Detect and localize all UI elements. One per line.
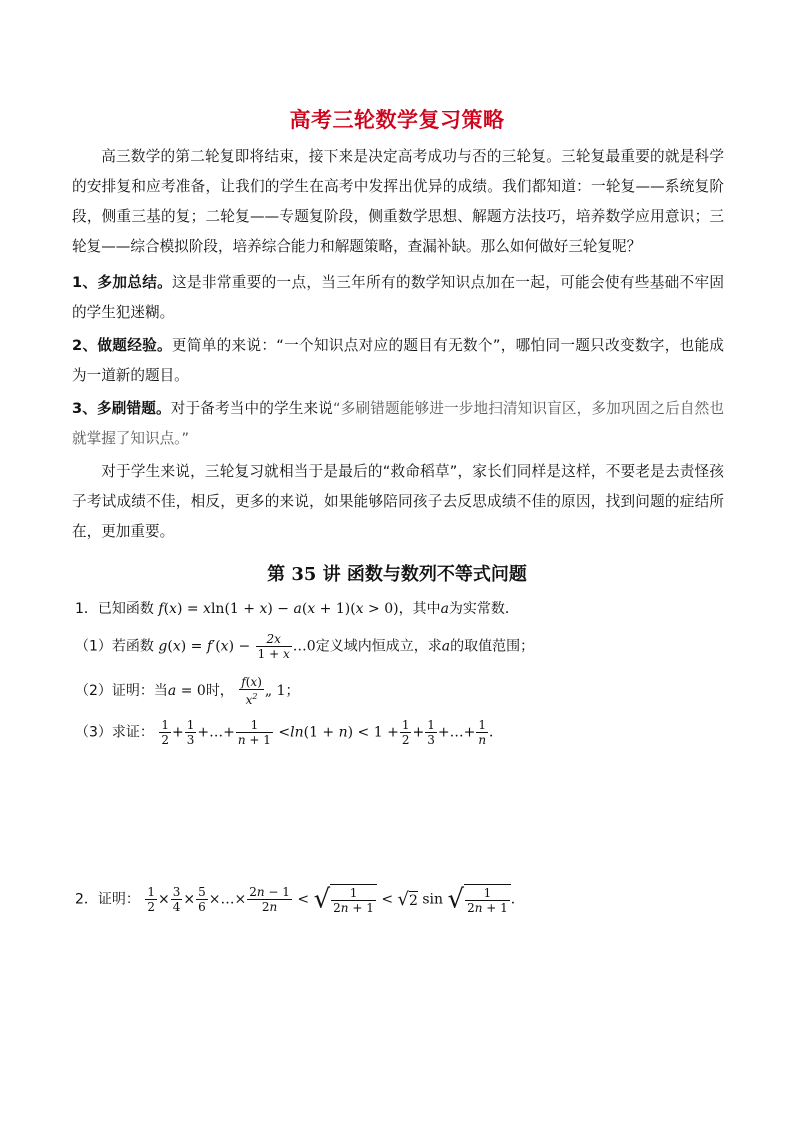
problem-1-part-2: （2）证明：当a = 0时， $\frac{f(x)}{x^2}$ „ 1；	[75, 675, 300, 707]
problem-1-label: 1．已知函数	[75, 601, 154, 617]
tip-3-heading: 3、多刷错题。	[72, 400, 171, 417]
problem-2-statement: 2．证明： $\frac{1}{2}$ × $\frac{3}{4}$ × $\frac{5}{6}$ ×…× $\frac{2n - 1}{2n}$ < √ $\frac{1}{2n + 1}$ < √2 sin √ $\frac{1}{2n + 1}$ ．	[75, 884, 525, 915]
closing-paragraph: 对于学生来说，三轮复习就相当于是最后的“救命稻草”，家长们同样是这样，不要老是去责怪孩子考试成绩不佳，相反，更多的来说，如果能够陪同孩子去反思成绩不佳的原因，找到问题的症结所在，更加重要。	[72, 463, 724, 540]
section-title: 第 35 讲 函数与数列不等式问题	[267, 564, 527, 585]
problem-2-label: 2．证明：	[75, 891, 140, 908]
problem-1-part-1: （1）若函数 g(x) = f′(x) − $\frac{2x}{1 + x}$ …0定义域内恒成立，求a的取值范围；	[75, 632, 535, 661]
tip-1	[72, 268, 724, 328]
tip-3-quote: “多刷错题能够进一步地扫清知识盲区，多加巩固之后自然也就掌握了知识点。”	[72, 400, 724, 447]
tip-3-body: 对于备考当中的学生来说	[170, 400, 334, 417]
tip-3	[72, 394, 724, 454]
problem-1-part-3: （3）求证： $\frac{1}{2}$ + $\frac{1}{3}$ +…+ $\frac{1}{n + 1}$ <ln(1 + n) < 1 + $\frac{1}{2}$ + $\frac{1}{3}$ +…+ $\frac{1}{n}$ ．	[75, 718, 504, 747]
tip-1-body: 这是非常重要的一点，当三年所有的数学知识点加在一起，可能会使有些基础不牢固的学生犯迷糊。	[72, 274, 724, 321]
tip-2-body: 更简单的来说：“一个知识点对应的题目有无数个”，哪怕同一题只改变数字，也能成为一道新的题目。	[72, 337, 725, 384]
intro-paragraph: 高三数学的第二轮复即将结束，接下来是决定高考成功与否的三轮复。三轮复最重要的就是科学的安排复和应考准备，让我们的学生在高考中发挥出优异的成绩。我们都知道：一轮复——系统复阶段，侧重三基的复；二轮复——专题复阶段，侧重数学思想、解题方法技巧，培养数学应用意识；三轮复——综合模拟阶段，培养综合能力和解题策略，查漏补缺。那么如何做好三轮复呢？	[72, 148, 724, 255]
document-title: 高考三轮数学复习策略	[289, 108, 505, 132]
problem-1-function: f(x) = xln(1 + x) − a(x + 1)(x > 0)	[158, 601, 399, 617]
problem-1-statement: 1．已知函数 f(x) = xln(1 + x) − a(x + 1)(x > 0)，其中a为实常数．	[75, 601, 519, 617]
tip-1-heading: 1、多加总结。	[72, 274, 173, 291]
tip-2	[72, 331, 724, 391]
tip-2-heading: 2、做题经验。	[72, 337, 172, 354]
